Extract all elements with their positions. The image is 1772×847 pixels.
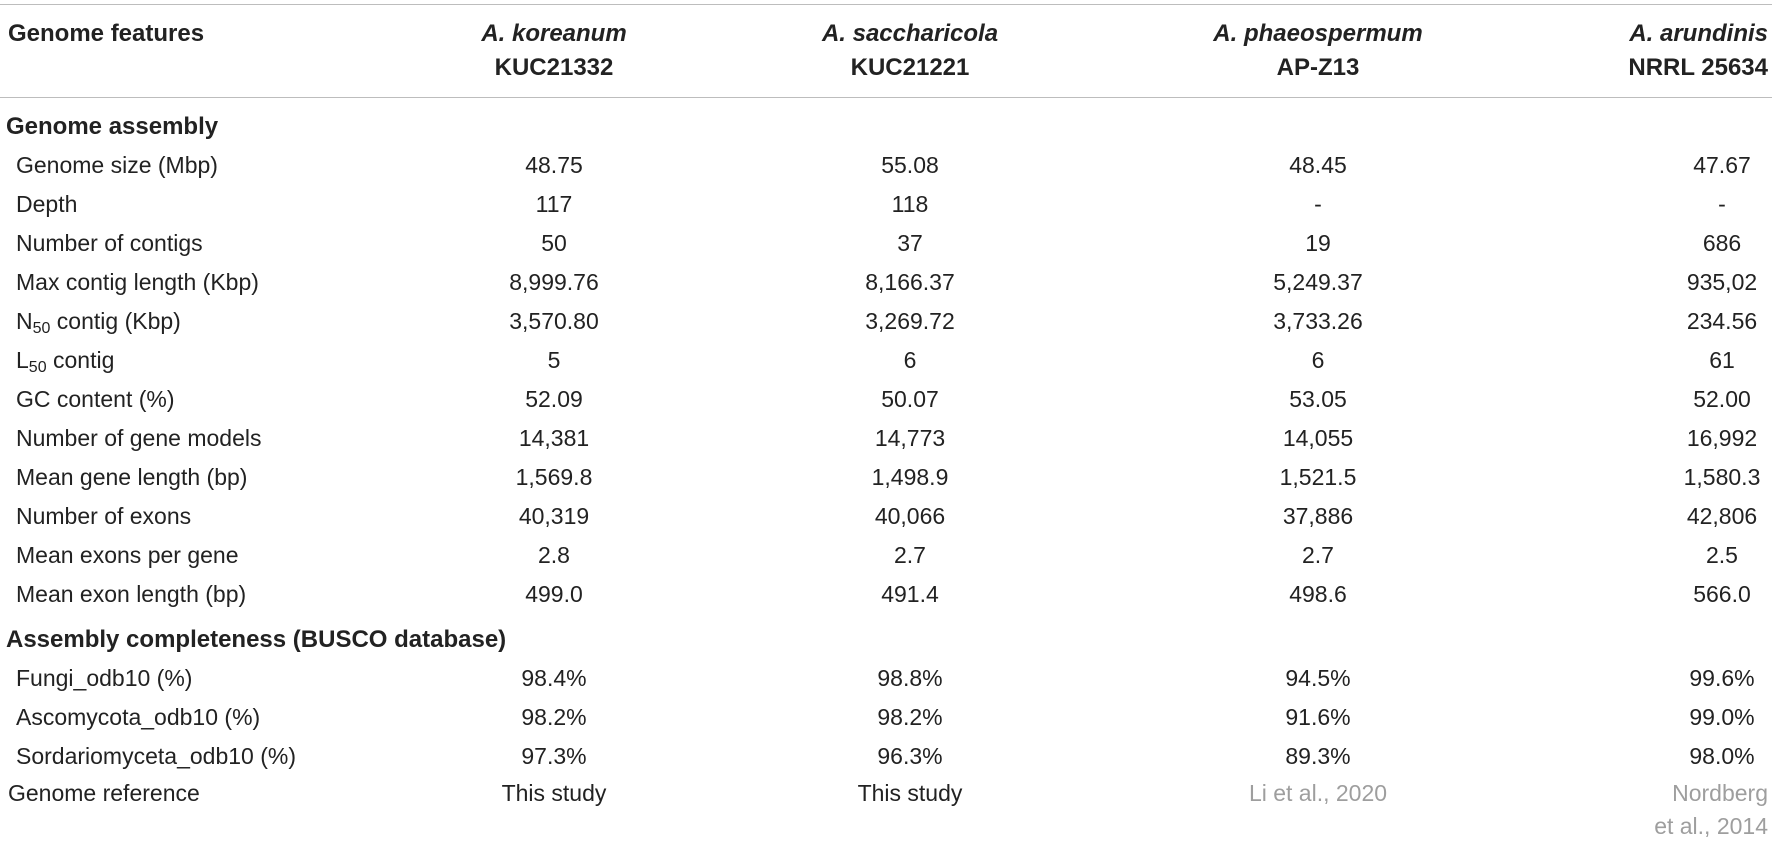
row-label-post: contig: [46, 347, 115, 373]
cell: 6: [1311, 347, 1325, 373]
header-col-2: [810, 17, 1010, 85]
cell: 50: [541, 230, 567, 256]
reference-link-nordberg-2014[interactable]: [1622, 777, 1772, 843]
cell: -: [1718, 191, 1726, 217]
cell: 686: [1702, 230, 1742, 256]
cell: 42,806: [1686, 503, 1758, 529]
reference-col-2: This study: [857, 780, 963, 806]
cell: 6: [903, 347, 917, 373]
table-row: [0, 458, 1772, 497]
cell: 40,319: [518, 503, 590, 529]
cell: 1,498.9: [871, 464, 949, 490]
cell: 14,773: [874, 425, 946, 451]
table-row: [0, 575, 1772, 614]
row-label: Number of contigs: [16, 230, 203, 256]
cell: 8,999.76: [509, 269, 599, 295]
cell: 3,570.80: [509, 308, 599, 334]
row-label: Mean gene length (bp): [16, 464, 248, 490]
reference-col-1: This study: [501, 780, 607, 806]
row-label-pre: L: [16, 347, 29, 373]
cell: 99.6%: [1689, 665, 1755, 691]
table-row: [0, 419, 1772, 458]
cell: 96.3%: [877, 743, 943, 769]
cell: 98.8%: [877, 665, 943, 691]
cell: 5,249.37: [1273, 269, 1363, 295]
row-label-pre: N: [16, 308, 33, 334]
cell: 50.07: [881, 386, 939, 412]
cell: 566.0: [1693, 581, 1751, 607]
cell: 2.5: [1706, 542, 1738, 568]
header-rule: [0, 97, 1772, 98]
row-label: Ascomycota_odb10 (%): [16, 704, 261, 730]
row-label: Number of exons: [16, 503, 192, 529]
cell: 37: [897, 230, 923, 256]
cell: 47.67: [1693, 152, 1751, 178]
table-row: [0, 341, 1772, 380]
header-col-4-strain: NRRL 25634: [1628, 54, 1768, 81]
cell: 234.56: [1686, 308, 1758, 334]
cell: 1,580.3: [1683, 464, 1761, 490]
header-col-2-strain: KUC21221: [850, 54, 970, 81]
table-row: [0, 698, 1772, 737]
table-row: [0, 185, 1772, 224]
cell: 98.4%: [521, 665, 587, 691]
cell: 117: [535, 191, 573, 217]
header-col-3: [1198, 17, 1438, 85]
row-label: Max contig length (Kbp): [16, 269, 259, 295]
cell: 98.2%: [877, 704, 943, 730]
cell: 16,992: [1686, 425, 1758, 451]
row-label: Genome size (Mbp): [16, 152, 218, 178]
row-label: Fungi_odb10 (%): [16, 665, 193, 691]
cell: -: [1314, 191, 1322, 217]
cell: 61: [1709, 347, 1735, 373]
header-col-3-strain: AP-Z13: [1276, 54, 1360, 81]
row-label: GC content (%): [16, 386, 175, 412]
cell: 2.7: [894, 542, 926, 568]
cell: 89.3%: [1285, 743, 1351, 769]
cell: 99.0%: [1689, 704, 1755, 730]
cell: 40,066: [874, 503, 946, 529]
cell: 935,02: [1686, 269, 1758, 295]
cell: 52.09: [525, 386, 583, 412]
cell: 48.75: [525, 152, 583, 178]
header-col-1: [454, 17, 654, 85]
table-row: [0, 302, 1772, 341]
header-col-1-species: A. koreanum: [481, 20, 627, 47]
row-label: Mean exons per gene: [16, 542, 239, 568]
cell: 55.08: [881, 152, 939, 178]
row-label-sub: 50: [28, 359, 47, 376]
reference-label: Genome reference: [8, 780, 200, 806]
cell: 52.00: [1693, 386, 1751, 412]
table-row: [0, 380, 1772, 419]
cell: 98.2%: [521, 704, 587, 730]
cell: 91.6%: [1285, 704, 1351, 730]
cell: 3,269.72: [865, 308, 955, 334]
table-row: [0, 263, 1772, 302]
table-row: [0, 659, 1772, 698]
section-busco: Assembly completeness (BUSCO database): [6, 626, 507, 653]
cell: 5: [547, 347, 561, 373]
header-col-4: [1592, 17, 1772, 85]
header-col-2-species: A. saccharicola: [821, 20, 999, 47]
row-label: Mean exon length (bp): [16, 581, 247, 607]
cell: 1,521.5: [1279, 464, 1357, 490]
reference-link-li-2020[interactable]: Li et al., 2020: [1248, 780, 1388, 806]
cell: 53.05: [1289, 386, 1347, 412]
row-label: Depth: [16, 191, 78, 217]
cell: 97.3%: [521, 743, 587, 769]
reference-link-line-2: et al., 2014: [1654, 813, 1768, 839]
cell: 14,381: [518, 425, 590, 451]
cell: 118: [891, 191, 929, 217]
reference-row: [0, 777, 1772, 847]
cell: 8,166.37: [865, 269, 955, 295]
cell: 498.6: [1289, 581, 1347, 607]
row-label: Number of gene models: [16, 425, 262, 451]
table-row: [0, 536, 1772, 575]
row-label-sub: 50: [32, 320, 51, 337]
cell: 19: [1305, 230, 1331, 256]
cell: 491.4: [881, 581, 939, 607]
table-row: [0, 497, 1772, 536]
cell: 3,733.26: [1273, 308, 1363, 334]
cell: 2.8: [538, 542, 570, 568]
cell: 48.45: [1289, 152, 1347, 178]
header-feature-label: Genome features: [8, 20, 205, 47]
section-genome-assembly: Genome assembly: [6, 113, 219, 140]
table-row: [0, 737, 1772, 776]
row-label-post: contig (Kbp): [50, 308, 181, 334]
cell: 94.5%: [1285, 665, 1351, 691]
cell: 14,055: [1282, 425, 1354, 451]
cell: 37,886: [1282, 503, 1354, 529]
row-label: Sordariomyceta_odb10 (%): [16, 743, 296, 769]
header-col-1-strain: KUC21332: [494, 54, 614, 81]
header-col-4-species: A. arundinis: [1629, 20, 1768, 47]
cell: 98.0%: [1689, 743, 1755, 769]
table-row: [0, 224, 1772, 263]
cell: 499.0: [525, 581, 583, 607]
cell: 1,569.8: [515, 464, 593, 490]
cell: 2.7: [1302, 542, 1334, 568]
header-col-3-species: A. phaeospermum: [1213, 20, 1423, 47]
top-rule: [0, 4, 1772, 5]
reference-link-line-1: Nordberg: [1672, 780, 1768, 806]
table-row: [0, 146, 1772, 185]
